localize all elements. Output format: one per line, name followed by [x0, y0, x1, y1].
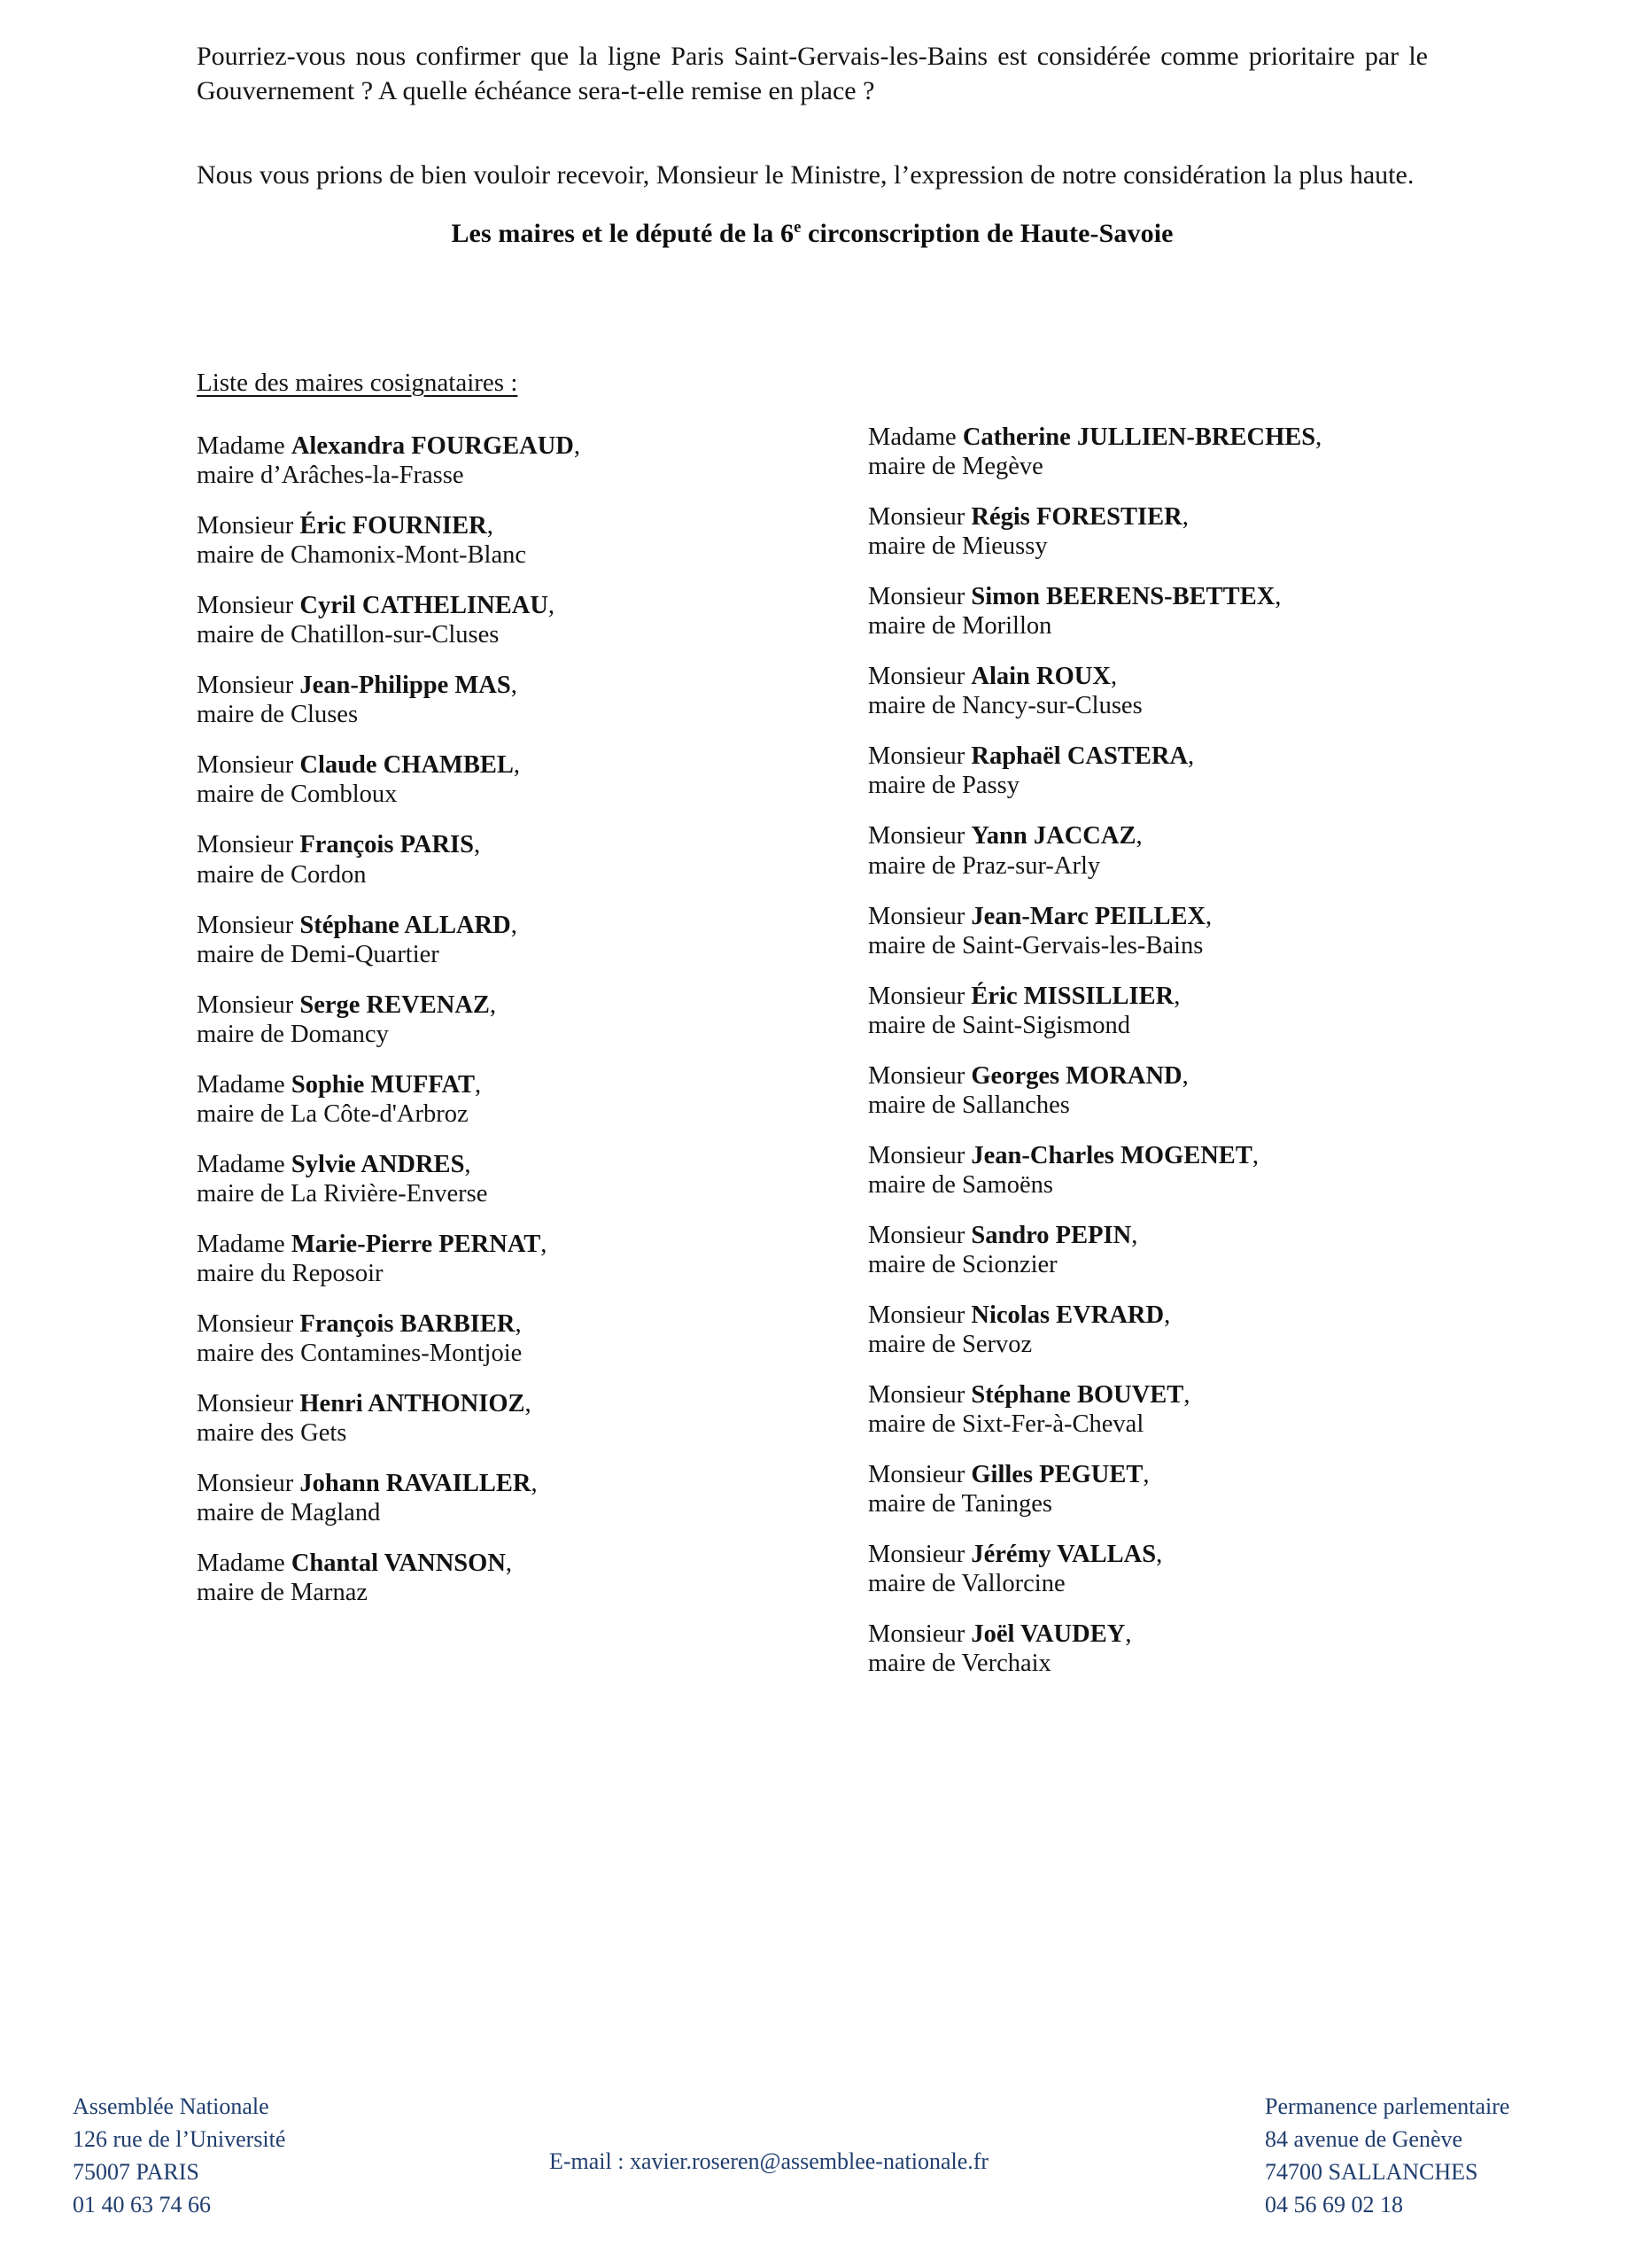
cosignatory-civility: Monsieur — [868, 1620, 972, 1649]
cosignatory-civility: Monsieur — [868, 1381, 972, 1410]
cosignatory-name-line — [197, 1070, 764, 1099]
cosignatory-name-line — [197, 1469, 764, 1498]
cosignatory-entry — [868, 662, 1435, 720]
cosignatory-name-comma: , — [531, 1470, 538, 1498]
cosignatory-name-comma: , — [510, 911, 517, 939]
cosignatory-civility: Madame — [197, 1230, 291, 1258]
cosignatory-name: Gilles PEGUET — [971, 1461, 1144, 1489]
cosignatory-commune: maire de Verchaix — [868, 1650, 1051, 1678]
cosignatory-name: Georges MORAND — [971, 1061, 1182, 1090]
cosignatory-commune: maire de Scionzier — [868, 1250, 1058, 1278]
cosignatory-name-line — [868, 1540, 1435, 1569]
cosignatory-commune: maire de Mieussy — [868, 532, 1048, 561]
cosignatory-civility: Madame — [197, 1550, 291, 1578]
cosignatory-name: Sandro PEPIN — [971, 1221, 1132, 1249]
cosignatory-entry — [868, 1061, 1435, 1120]
cosignatory-name-line — [197, 1309, 764, 1339]
cosignatories-column-right — [868, 423, 1435, 1679]
cosignatory-name-comma: , — [1182, 503, 1189, 532]
cosignatory-name-line — [197, 1549, 764, 1578]
cosignatory-commune: maire de Sallanches — [868, 1091, 1070, 1119]
cosignatory-entry — [197, 1469, 764, 1527]
cosignatory-name-comma: , — [1206, 902, 1213, 930]
cosignatory-name: Johann RAVAILLER — [299, 1470, 531, 1498]
paragraph-closing: Nous vous prions de bien vouloir recevoir, Monsieur le Ministre, l’expression de notre considération la plus haute. — [197, 160, 1415, 190]
cosignatory-civility: Madame — [197, 432, 291, 460]
cosignatory-commune: maire de La Rivière-Enverse — [197, 1179, 488, 1208]
cosignatory-entry — [868, 1221, 1435, 1279]
cosignatory-name: Claude CHAMBEL — [299, 751, 514, 780]
cosignatory-entry — [197, 911, 764, 969]
cosignatory-entry — [197, 750, 764, 809]
page-footer — [0, 2091, 1636, 2250]
paragraph-question: Pourriez-vous nous confirmer que la ligne Paris Saint-Gervais-les-Bains est considérée comme prioritaire par le Gouvernement ? A quelle échéance sera-t-elle remise en place ? — [197, 42, 1428, 105]
cosignatory-name-comma: , — [1143, 1461, 1150, 1489]
cosignatory-name-line — [868, 821, 1435, 850]
cosignatory-entry — [868, 1619, 1435, 1678]
cosignatory-entry — [868, 502, 1435, 561]
cosignatory-commune: maire de Saint-Sigismond — [868, 1011, 1131, 1039]
cosignatory-name-comma: , — [1136, 822, 1143, 850]
cosignatory-name-line — [868, 902, 1435, 931]
cosignatory-name-comma: , — [486, 512, 493, 540]
cosignatory-name: Simon BEERENS-BETTEX — [971, 583, 1275, 611]
cosignatory-entry — [197, 511, 764, 570]
cosignatory-commune: maire de Morillon — [868, 612, 1052, 641]
cosignatory-commune: maire des Gets — [197, 1419, 347, 1448]
cosignatory-commune: maire de Taninges — [868, 1490, 1052, 1518]
cosignatory-name: Raphaël CASTERA — [971, 742, 1189, 771]
cosignatory-civility: Monsieur — [868, 1301, 972, 1330]
signature-superscript: e — [794, 218, 802, 237]
cosignatory-name-line — [197, 511, 764, 540]
cosignatory-commune: maire de Domancy — [197, 1020, 389, 1048]
cosignatory-entry — [197, 1150, 764, 1208]
cosignatory-name: Sylvie ANDRES — [291, 1150, 465, 1178]
cosignatory-entry — [197, 1549, 764, 1607]
cosignatory-name-comma: , — [573, 432, 581, 460]
cosignatory-name-comma: , — [489, 990, 497, 1019]
cosignatory-commune: maire des Contamines-Montjoie — [197, 1340, 523, 1368]
cosignatory-name-line — [868, 1141, 1435, 1170]
cosignatory-name-comma: , — [513, 751, 520, 780]
footer-assemblee-line: 75007 PARIS — [73, 2158, 199, 2185]
cosignatory-name: François BARBIER — [299, 1310, 516, 1339]
cosignatory-entry — [868, 821, 1435, 880]
footer-permanence-line: 84 avenue de Genève — [1265, 2125, 1463, 2152]
cosignatory-name: Régis FORESTIER — [971, 503, 1182, 532]
footer-permanence-line: 04 56 69 02 18 — [1265, 2191, 1403, 2218]
cosignatory-name-line — [868, 423, 1435, 452]
cosignatory-name-comma: , — [1125, 1620, 1132, 1649]
cosignatory-commune: maire de La Côte-d'Arbroz — [197, 1099, 469, 1128]
cosignatory-name-line — [868, 1619, 1435, 1649]
cosignatory-entry — [197, 591, 764, 649]
cosignatory-commune: maire de Nancy-sur-Cluses — [868, 692, 1143, 720]
cosignatory-name-comma: , — [1156, 1541, 1163, 1569]
cosignatory-name-line — [868, 582, 1435, 611]
cosignatory-name: Nicolas EVRARD — [971, 1301, 1165, 1330]
cosignatory-civility: Monsieur — [197, 1310, 300, 1339]
list-heading: Liste des maires cosignataires : — [197, 369, 518, 397]
cosignatory-name-comma: , — [540, 1230, 547, 1258]
cosignatory-name-line — [197, 1230, 764, 1259]
cosignatory-name: Jean-Marc PEILLEX — [971, 902, 1206, 930]
cosignatory-entry — [197, 1070, 764, 1129]
cosignatory-name-comma: , — [1188, 742, 1195, 771]
cosignatory-civility: Monsieur — [197, 672, 300, 700]
cosignatory-commune: maire de Samoëns — [868, 1170, 1053, 1199]
cosignatory-entry — [197, 671, 764, 729]
cosignatory-civility: Monsieur — [868, 742, 972, 771]
cosignatory-entry — [868, 1460, 1435, 1518]
cosignatory-name-line — [197, 591, 764, 620]
cosignatory-entry — [868, 423, 1435, 481]
cosignatory-commune: maire de Demi-Quartier — [197, 940, 439, 968]
cosignatory-name-line — [868, 502, 1435, 532]
cosignatory-name-line — [197, 750, 764, 780]
cosignatory-civility: Monsieur — [197, 751, 300, 780]
cosignatory-civility: Monsieur — [868, 1061, 972, 1090]
cosignatory-name: Serge REVENAZ — [299, 990, 490, 1019]
cosignatory-name-comma: , — [1183, 1381, 1190, 1410]
cosignatory-name: Jean-Charles MOGENET — [971, 1141, 1252, 1169]
cosignatory-civility: Madame — [197, 1070, 291, 1099]
footer-assemblee-block — [73, 2091, 285, 2222]
cosignatory-commune: maire de Vallorcine — [868, 1570, 1066, 1598]
cosignatory-commune: maire de Marnaz — [197, 1579, 368, 1607]
cosignatory-entry — [197, 1389, 764, 1448]
cosignatory-name-comma: , — [1131, 1221, 1138, 1249]
cosignatory-entry — [868, 982, 1435, 1040]
cosignatory-entry — [197, 830, 764, 889]
footer-permanence-block — [1265, 2091, 1509, 2222]
cosignatory-commune: maire de Megève — [868, 453, 1043, 481]
cosignatory-name: Alain ROUX — [971, 663, 1111, 691]
cosignatory-name: Cyril CATHELINEAU — [299, 592, 548, 620]
cosignatory-name: Éric FOURNIER — [299, 512, 487, 540]
footer-assemblee-line: Assemblée Nationale — [73, 2093, 269, 2119]
cosignatory-civility: Monsieur — [197, 512, 300, 540]
cosignatory-civility: Monsieur — [197, 1390, 300, 1418]
cosignatory-name-line — [197, 1150, 764, 1179]
cosignatory-name-comma: , — [1252, 1141, 1259, 1169]
cosignatory-commune: maire de Cordon — [197, 860, 367, 889]
footer-permanence-line: 74700 SALLANCHES — [1265, 2158, 1478, 2185]
footer-assemblee-line: 01 40 63 74 66 — [73, 2191, 211, 2218]
cosignatory-name: Sophie MUFFAT — [291, 1070, 475, 1099]
cosignatory-name: Joël VAUDEY — [971, 1620, 1126, 1649]
cosignatory-civility: Monsieur — [868, 1461, 972, 1489]
cosignatory-name-comma: , — [1275, 583, 1282, 611]
cosignatory-civility: Monsieur — [868, 1541, 972, 1569]
cosignatory-name-comma: , — [464, 1150, 471, 1178]
cosignatory-civility: Monsieur — [868, 902, 972, 930]
cosignatory-name-comma: , — [1164, 1301, 1171, 1330]
cosignatory-name-comma: , — [1182, 1061, 1189, 1090]
cosignatory-name-line — [868, 982, 1435, 1011]
cosignatory-name-comma: , — [547, 592, 555, 620]
cosignatory-name-line — [868, 1301, 1435, 1330]
cosignatory-civility: Monsieur — [868, 1141, 972, 1169]
cosignatory-entry — [868, 1301, 1435, 1359]
cosignatory-name-comma: , — [1110, 663, 1118, 691]
cosignatory-name: Éric MISSILLIER — [971, 982, 1175, 1010]
cosignatory-name-line — [197, 1389, 764, 1418]
cosignatory-name-line — [868, 1380, 1435, 1410]
signature-prefix: Les maires et le député de la 6 — [451, 219, 795, 248]
cosignatory-commune: maire d’Arâches-la-Frasse — [197, 462, 464, 490]
cosignatory-commune: maire de Cluses — [197, 701, 359, 729]
footer-assemblee-line: 126 rue de l’Université — [73, 2125, 286, 2152]
cosignatory-entry — [868, 1141, 1435, 1200]
cosignatory-name-line — [868, 1221, 1435, 1250]
cosignatory-civility: Madame — [197, 1150, 291, 1178]
cosignatory-commune: maire de Saint-Gervais-les-Bains — [868, 931, 1204, 959]
cosignatory-name-comma: , — [505, 1550, 513, 1578]
cosignatory-civility: Monsieur — [868, 583, 972, 611]
cosignatory-commune: maire de Chamonix-Mont-Blanc — [197, 541, 526, 570]
cosignatory-commune: maire de Passy — [868, 772, 1020, 800]
cosignatory-commune: maire de Chatillon-sur-Cluses — [197, 621, 500, 649]
cosignatory-name-line — [868, 662, 1435, 691]
signature-line — [197, 219, 1428, 249]
cosignatory-entry — [197, 431, 764, 490]
cosignatory-name-line — [868, 742, 1435, 771]
cosignatory-commune: maire de Combloux — [197, 781, 398, 809]
cosignatory-name-line — [197, 431, 764, 461]
cosignatory-entry — [868, 902, 1435, 960]
cosignatory-civility: Monsieur — [197, 592, 300, 620]
cosignatory-name-line — [197, 830, 764, 859]
cosignatory-name-line — [197, 911, 764, 940]
cosignatory-entry — [197, 1230, 764, 1288]
cosignatory-name-line — [868, 1460, 1435, 1489]
cosignatory-name: Jean-Philippe MAS — [299, 672, 511, 700]
cosignatory-name-comma: , — [475, 1070, 482, 1099]
cosignatory-entry — [868, 742, 1435, 800]
cosignatory-civility: Monsieur — [197, 1470, 300, 1498]
cosignatory-name-line — [197, 990, 764, 1020]
cosignatory-name-comma: , — [510, 672, 517, 700]
cosignatory-entry — [868, 582, 1435, 641]
cosignatory-entry — [868, 1380, 1435, 1439]
cosignatory-name: Catherine JULLIEN-BRECHES — [962, 423, 1316, 451]
cosignatory-commune: maire de Servoz — [868, 1331, 1033, 1359]
footer-email[interactable]: E-mail : xavier.roseren@assemblee-nationale.fr — [549, 2148, 989, 2174]
cosignatory-entry — [197, 1309, 764, 1368]
cosignatory-civility: Monsieur — [868, 822, 972, 850]
cosignatory-civility: Monsieur — [868, 503, 972, 532]
cosignatory-civility: Madame — [868, 423, 963, 451]
cosignatory-entry — [868, 1540, 1435, 1598]
signature-suffix: circonscription de Haute-Savoie — [801, 219, 1174, 248]
cosignatory-name-comma: , — [524, 1390, 531, 1418]
cosignatory-civility: Monsieur — [868, 663, 972, 691]
cosignatory-civility: Monsieur — [197, 990, 300, 1019]
cosignatory-name: Stéphane BOUVET — [971, 1381, 1184, 1410]
cosignatory-civility: Monsieur — [197, 831, 300, 859]
cosignatories-column-left — [197, 431, 764, 1607]
cosignatory-name-line — [868, 1061, 1435, 1091]
cosignatory-commune: maire de Magland — [197, 1499, 381, 1527]
cosignatory-name: Marie-Pierre PERNAT — [291, 1230, 541, 1258]
cosignatory-name: Alexandra FOURGEAUD — [291, 432, 574, 460]
cosignatory-commune: maire du Reposoir — [197, 1259, 384, 1287]
cosignatory-civility: Monsieur — [197, 911, 300, 939]
cosignatory-name-comma: , — [515, 1310, 522, 1339]
cosignatory-entry — [197, 990, 764, 1049]
cosignatory-name: Henri ANTHONIOZ — [299, 1390, 525, 1418]
cosignatory-name-comma: , — [1315, 423, 1322, 451]
cosignatory-name: Stéphane ALLARD — [299, 911, 511, 939]
cosignatory-name-comma: , — [473, 831, 481, 859]
footer-permanence-line: Permanence parlementaire — [1265, 2093, 1510, 2119]
cosignatory-civility: Monsieur — [868, 1221, 972, 1249]
cosignatory-name-line — [197, 671, 764, 700]
letter-body — [197, 39, 1428, 249]
cosignatory-commune: maire de Sixt-Fer-à-Cheval — [868, 1410, 1144, 1439]
cosignatory-name: Jérémy VALLAS — [971, 1541, 1157, 1569]
cosignatory-name: Yann JACCAZ — [971, 822, 1136, 850]
cosignatory-civility: Monsieur — [868, 982, 972, 1010]
cosignatory-name: François PARIS — [299, 831, 474, 859]
cosignatory-name: Chantal VANNSON — [291, 1550, 506, 1578]
cosignatory-commune: maire de Praz-sur-Arly — [868, 851, 1101, 880]
cosignatory-name-comma: , — [1174, 982, 1181, 1010]
